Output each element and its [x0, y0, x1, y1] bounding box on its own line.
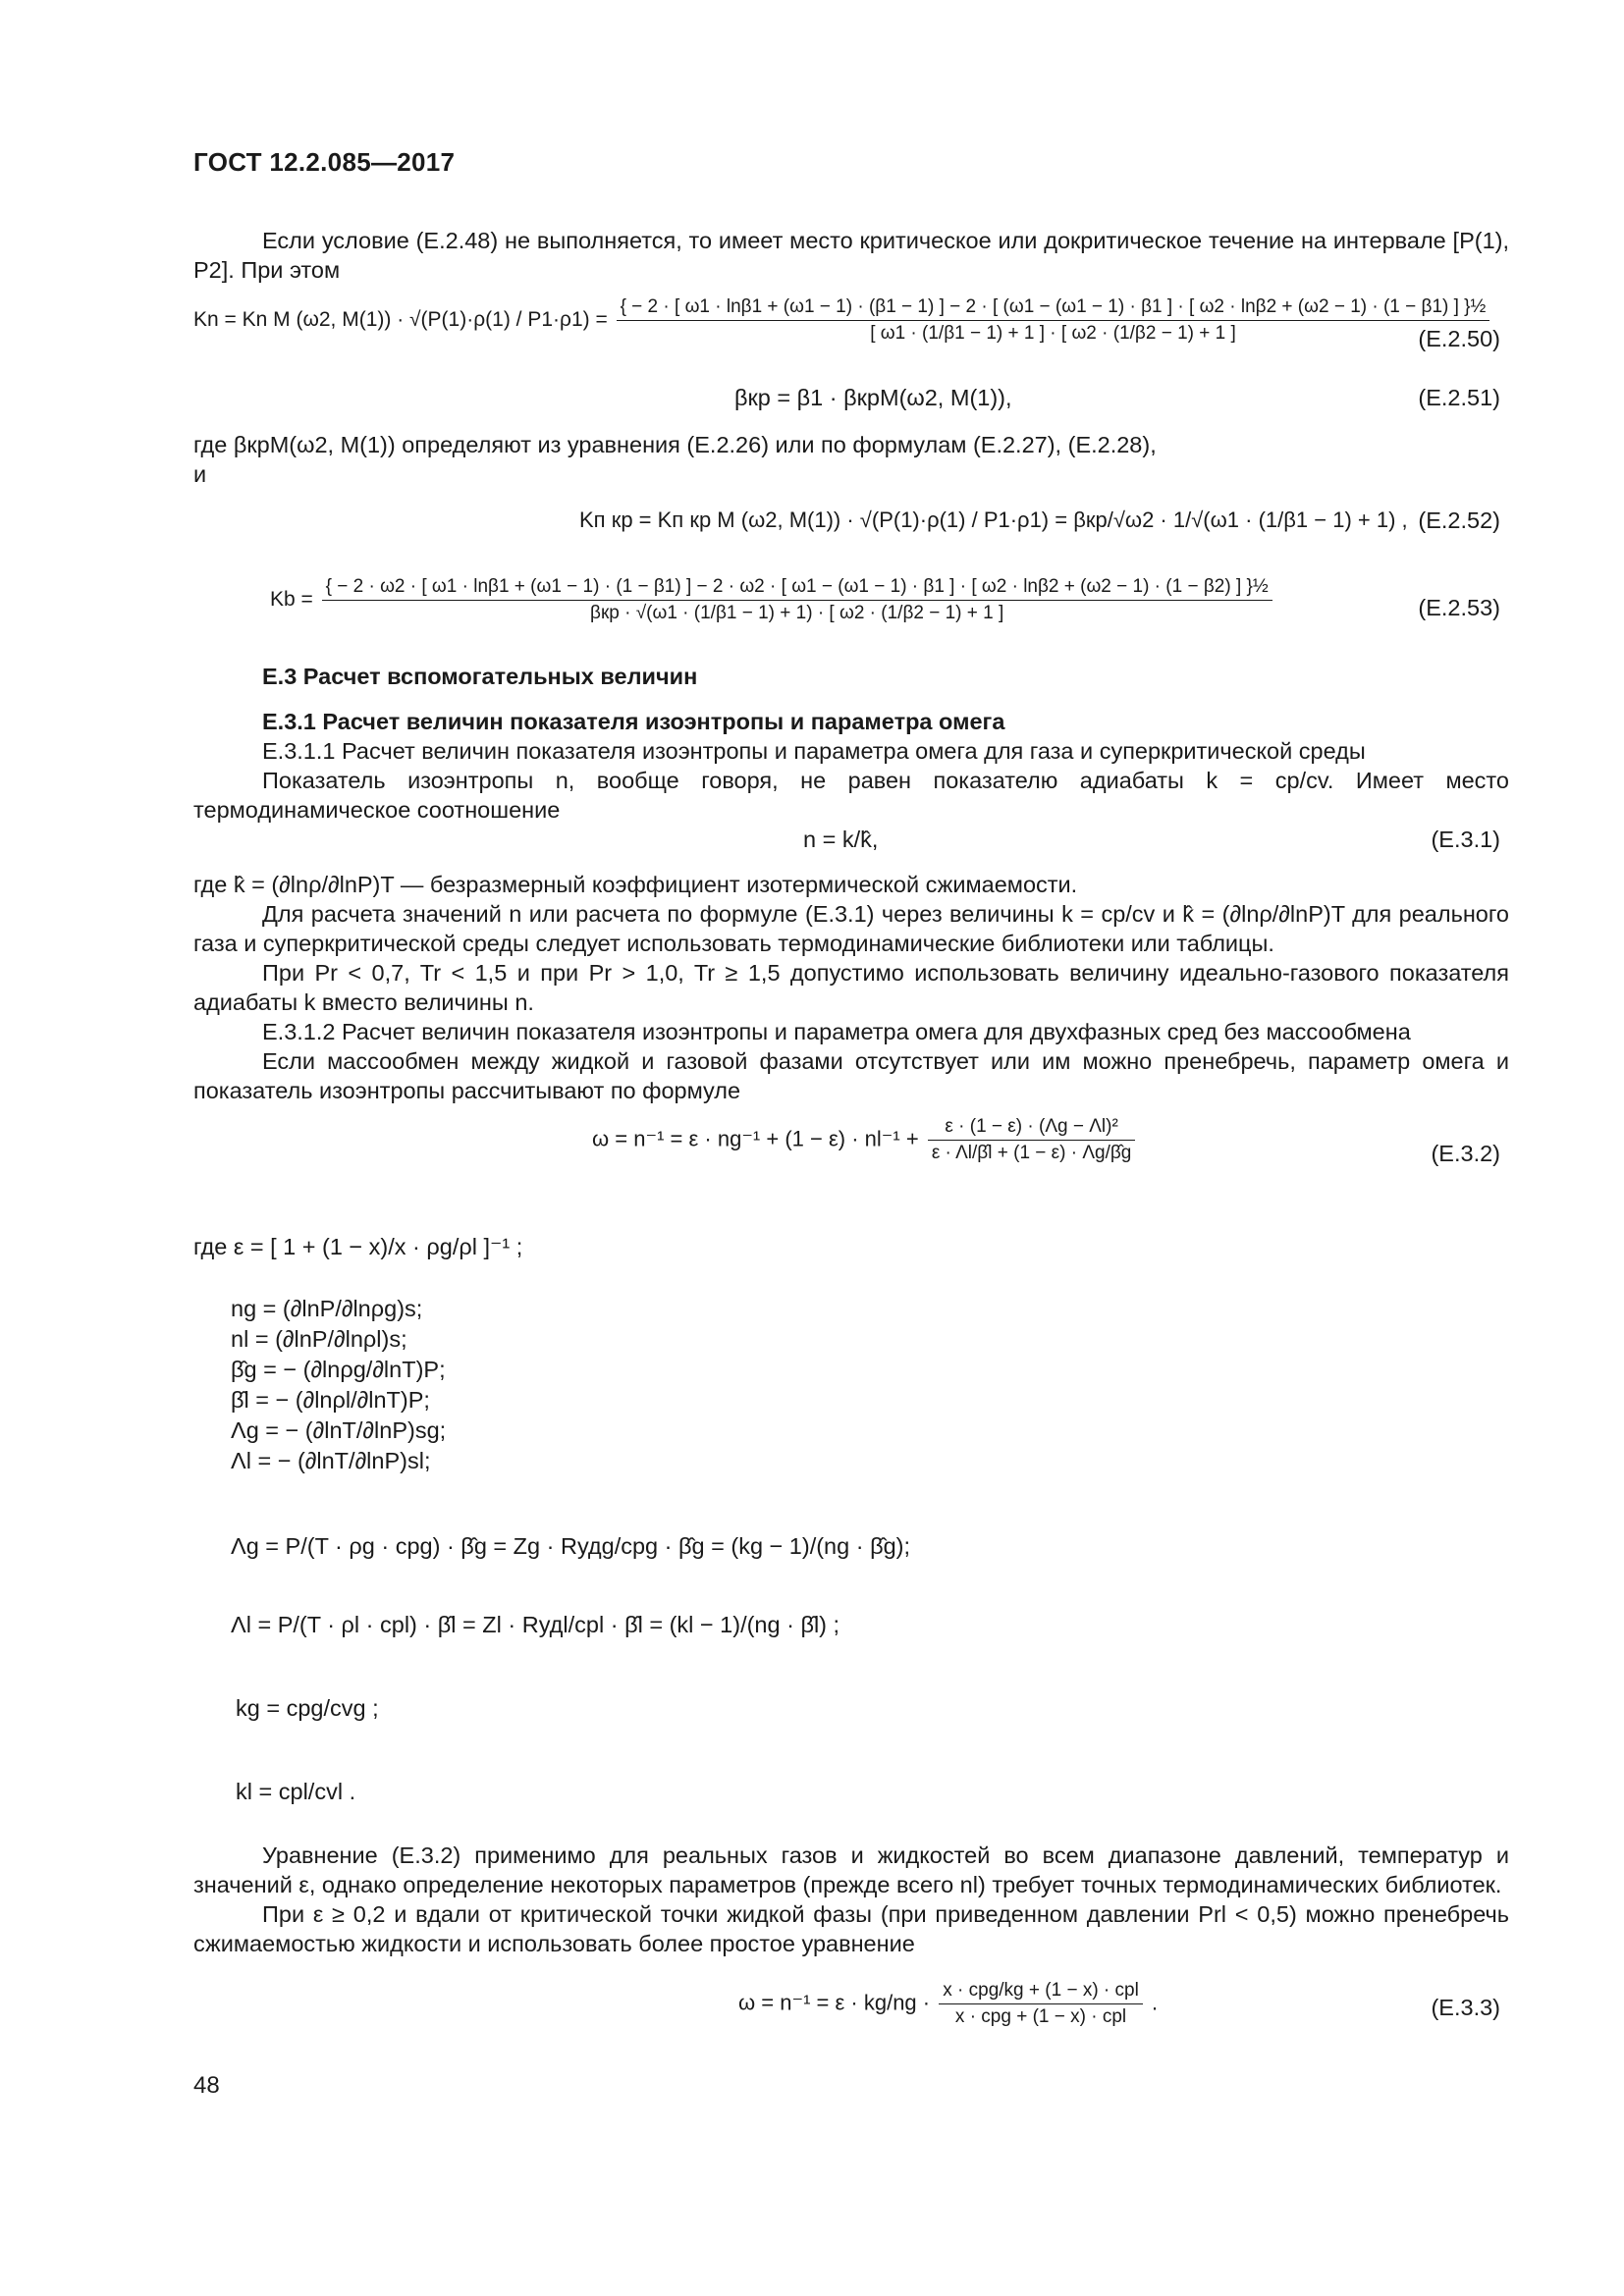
eq-denominator: ε · Λl/β̂l + (1 − ε) · Λg/β̂g [931, 1143, 1132, 1163]
definition-item: β̂g = − (∂lnρg/∂lnT)P; [231, 1357, 446, 1382]
eq-denominator: [ ω1 · (1/β1 − 1) + 1 ] · [ ω2 · (1/β2 − 1) + 1 ] [870, 323, 1236, 344]
definition-kl: kl = cpl/cvl . [236, 1779, 356, 1804]
equation-number: (Е.3.1) [1431, 827, 1500, 852]
definition-list [231, 1294, 446, 1476]
paragraph-7: Если массообмен между жидкой и газовой фазами отсутствует или им можно пренебречь, параметр омега и показатель изоэнтропы рассчитывают по формуле [193, 1048, 1509, 1103]
paragraph-e312: Е.3.1.2 Расчет величин показателя изоэнтропы и параметра омега для двухфазных сред без массообмена [262, 1019, 1411, 1044]
eq-tail: . [1151, 1990, 1159, 2015]
paragraph-6: При Pr < 0,7, Tr < 1,5 и при Pr > 1,0, Tr ≥ 1,5 допустимо использовать величину идеально-газового показателя адиабаты k вместо величины n. [193, 960, 1509, 1015]
paragraph-5: Для расчета значений n или расчета по формуле (Е.3.1) через величины k = cp/cv и k̂ = (∂lnρ/∂lnP)T для реального газа и суперкритической среды следует использовать термодинамические библиотеки или таблицы. [193, 901, 1509, 956]
eq-lhs: Kn = Kn M (ω2, M(1)) · √(P(1)·ρ(1) / P1·ρ1) = [193, 308, 608, 332]
paragraph-4: где k̂ = (∂lnρ/∂lnP)T — безразмерный коэффициент изотермической сжимаемости. [193, 872, 1078, 897]
eq-lhs: ω = n⁻¹ = ε · kg/ng · [738, 1990, 931, 2015]
paragraph-2b: и [193, 461, 207, 487]
equation-number: (Е.2.51) [1418, 385, 1500, 410]
definition-lambda-g: Λg = P/(T · ρg · cpg) · β̂g = Zg · Rудg/cpg · β̂g = (kg − 1)/(ng · β̂g); [231, 1533, 911, 1559]
eq-numerator: ε · (1 − ε) · (Λg − Λl)² [928, 1114, 1136, 1141]
eq-lhs: Kb = [270, 588, 313, 612]
eq-numerator: { − 2 · ω2 · [ ω1 · lnβ1 + (ω1 − 1) · (1 − β1) ] − 2 · ω2 · [ ω1 − (ω1 − 1) · β1 ] · [ ω2 · lnβ2 + (ω2 − 1) · (1 − β2) ] }½ [322, 574, 1272, 601]
eq-numerator: x · cpg/kg + (1 − x) · cpl [939, 1978, 1143, 2004]
section-heading-e3: Е.3 Расчет вспомогательных величин [262, 664, 698, 689]
eq-fraction [617, 294, 1490, 347]
where-epsilon: где ε = [ 1 + (1 − x)/x · ρg/ρl ]⁻¹ ; [193, 1234, 523, 1259]
equation-e2-52: Kп кр = Kп кр М (ω2, M(1)) · √(P(1)·ρ(1) / P1·ρ1) = βкр/√ω2 · 1/√(ω1 · (1/β1 − 1) + 1) , [579, 507, 1408, 532]
eq-lhs: ω = n⁻¹ = ε · ng⁻¹ + (1 − ε) · nl⁻¹ + [592, 1126, 919, 1151]
section-heading-e31: Е.3.1 Расчет величин показателя изоэнтропы и параметра омега [262, 709, 1005, 734]
eq-denominator: βкр · √(ω1 · (1/β1 − 1) + 1) · [ ω2 · (1/β2 − 1) + 1 ] [590, 603, 1004, 623]
equation-number: (Е.2.50) [1418, 326, 1500, 351]
equation-e3-2 [592, 1114, 1138, 1166]
equation-number: (Е.3.3) [1431, 1995, 1500, 2020]
definition-item: ng = (∂lnP/∂lnρg)s; [231, 1296, 423, 1321]
definition-kg: kg = cpg/cvg ; [236, 1695, 379, 1721]
equation-number: (Е.2.52) [1418, 507, 1500, 533]
page-number: 48 [193, 2072, 220, 2099]
paragraph-3: Показатель изоэнтропы n, вообще говоря, не равен показателю адиабаты k = cp/cv. Имеет место термодинамическое соотношение [193, 768, 1509, 823]
equation-e3-1: n = k/k̂, [803, 827, 879, 852]
paragraph-9: При ε ≥ 0,2 и вдали от критической точки жидкой фазы (при приведенном давлении Prl < 0,5) можно пренебречь сжимаемостью жидкости и использовать более простое уравнение [193, 1901, 1509, 1956]
paragraph-1: Если условие (Е.2.48) не выполняется, то имеет место критическое или докритическое течение на интервале [P(1), P2]. При этом [193, 228, 1509, 283]
definition-item: Λl = − (∂lnT/∂lnP)sl; [231, 1448, 431, 1473]
equation-e2-50 [193, 294, 1492, 347]
page-header: ГОСТ 12.2.085—2017 [193, 147, 456, 177]
definition-lambda-l: Λl = P/(T · ρl · cpl) · β̂l = Zl · Rудl/cpl · β̂l = (kl − 1)/(ng · β̂l) ; [231, 1612, 840, 1637]
equation-number: (Е.3.2) [1431, 1141, 1500, 1166]
eq-fraction [939, 1978, 1143, 2030]
definition-item: Λg = − (∂lnT/∂lnP)sg; [231, 1417, 447, 1443]
eq-fraction [928, 1114, 1136, 1166]
paragraph-8: Уравнение (Е.3.2) применимо для реальных газов и жидкостей во всем диапазоне давлений, температур и значений ε, однако определение некоторых параметров (прежде всего nl) требует точных термодинамических библиотек. [193, 1842, 1509, 1897]
eq-fraction [322, 574, 1272, 626]
equation-e2-51: βкр = β1 · βкрМ(ω2, M(1)), [734, 385, 1012, 410]
equation-e3-3 [738, 1978, 1158, 2030]
eq-denominator: x · cpg + (1 − x) · cpl [954, 2006, 1127, 2027]
definition-item: nl = (∂lnP/∂lnρl)s; [231, 1326, 407, 1352]
equation-number: (Е.2.53) [1418, 595, 1500, 620]
paragraph-e311: Е.3.1.1 Расчет величин показателя изоэнтропы и параметра омега для газа и суперкритической среды [262, 738, 1366, 764]
definition-item: β̂l = − (∂lnρl/∂lnT)P; [231, 1387, 430, 1413]
paragraph-2: где βкрМ(ω2, M(1)) определяют из уравнения (Е.2.26) или по формулам (Е.2.27), (Е.2.28), [193, 432, 1157, 457]
equation-e2-53 [270, 574, 1275, 626]
eq-numerator: { − 2 · [ ω1 · lnβ1 + (ω1 − 1) · (β1 − 1) ] − 2 · [ (ω1 − (ω1 − 1) · β1 ] · [ ω2 · lnβ2 + (ω2 − 1) · (1 − β1) ] }½ [617, 294, 1490, 321]
